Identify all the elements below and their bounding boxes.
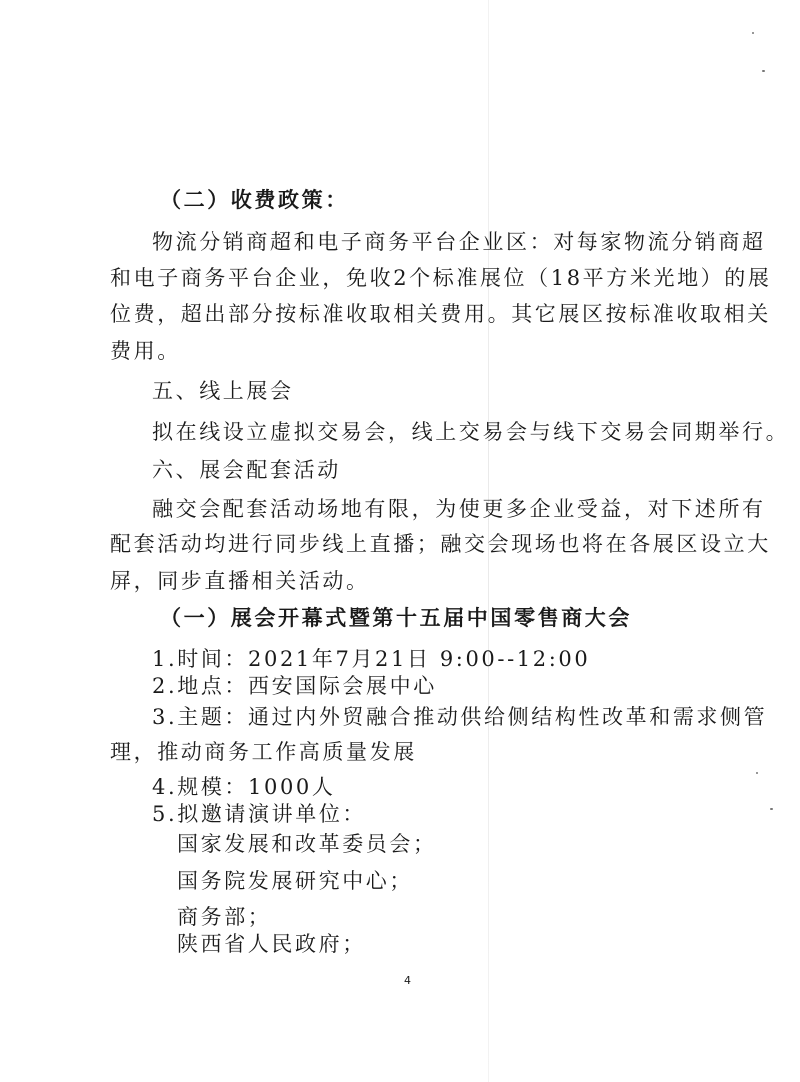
speaker-unit: 商务部； <box>177 905 272 929</box>
heading-online-expo: 五、线上展会 <box>152 379 294 403</box>
speaker-unit: 国务院发展研究中心； <box>177 869 413 893</box>
sub-heading-opening-ceremony: （一）展会开幕式暨第十五届中国零售商大会 <box>160 606 632 630</box>
policy-line-1: 物流分销商超和电子商务平台企业区：对每家物流分销商超 <box>152 230 766 254</box>
speaker-unit: 陕西省人民政府； <box>177 932 366 956</box>
activities-line-2: 配套活动均进行同步线上直播；融交会现场也将在各展区设立大 <box>110 532 771 556</box>
policy-line-4: 费用。 <box>110 339 181 363</box>
section-2-heading: （二）收费政策： <box>160 188 349 212</box>
item-speakers-label: 5.拟邀请演讲单位： <box>152 802 367 826</box>
scan-speck <box>756 772 758 774</box>
page-number: 4 <box>404 974 411 987</box>
activities-line-1: 融交会配套活动场地有限，为使更多企业受益，对下述所有 <box>152 497 766 521</box>
item-theme-line-1: 3.主题：通过内外贸融合推动供给侧结构性改革和需求侧管 <box>152 705 768 729</box>
scan-speck <box>762 70 765 72</box>
online-expo-para: 拟在线设立虚拟交易会，线上交易会与线下交易会同期举行。 <box>152 420 790 444</box>
activities-line-3: 屏，同步直播相关活动。 <box>110 569 370 593</box>
heading-supporting-activities: 六、展会配套活动 <box>152 458 341 482</box>
policy-line-3: 位费，超出部分按标准收取相关费用。其它展区按标准收取相关 <box>110 302 771 326</box>
item-place: 2.地点：西安国际会展中心 <box>152 674 437 698</box>
speaker-unit: 国家发展和改革委员会； <box>177 832 437 856</box>
policy-line-2: 和电子商务平台企业，免收2个标准展位（18平方米光地）的展 <box>110 266 772 290</box>
item-theme-line-2: 理，推动商务工作高质量发展 <box>110 740 417 764</box>
item-time: 1.时间：2021年7月21日 9:00--12:00 <box>152 647 591 671</box>
scan-speck <box>752 32 754 34</box>
scan-speck <box>770 808 773 810</box>
item-scale: 4.规模：1000人 <box>152 775 336 799</box>
